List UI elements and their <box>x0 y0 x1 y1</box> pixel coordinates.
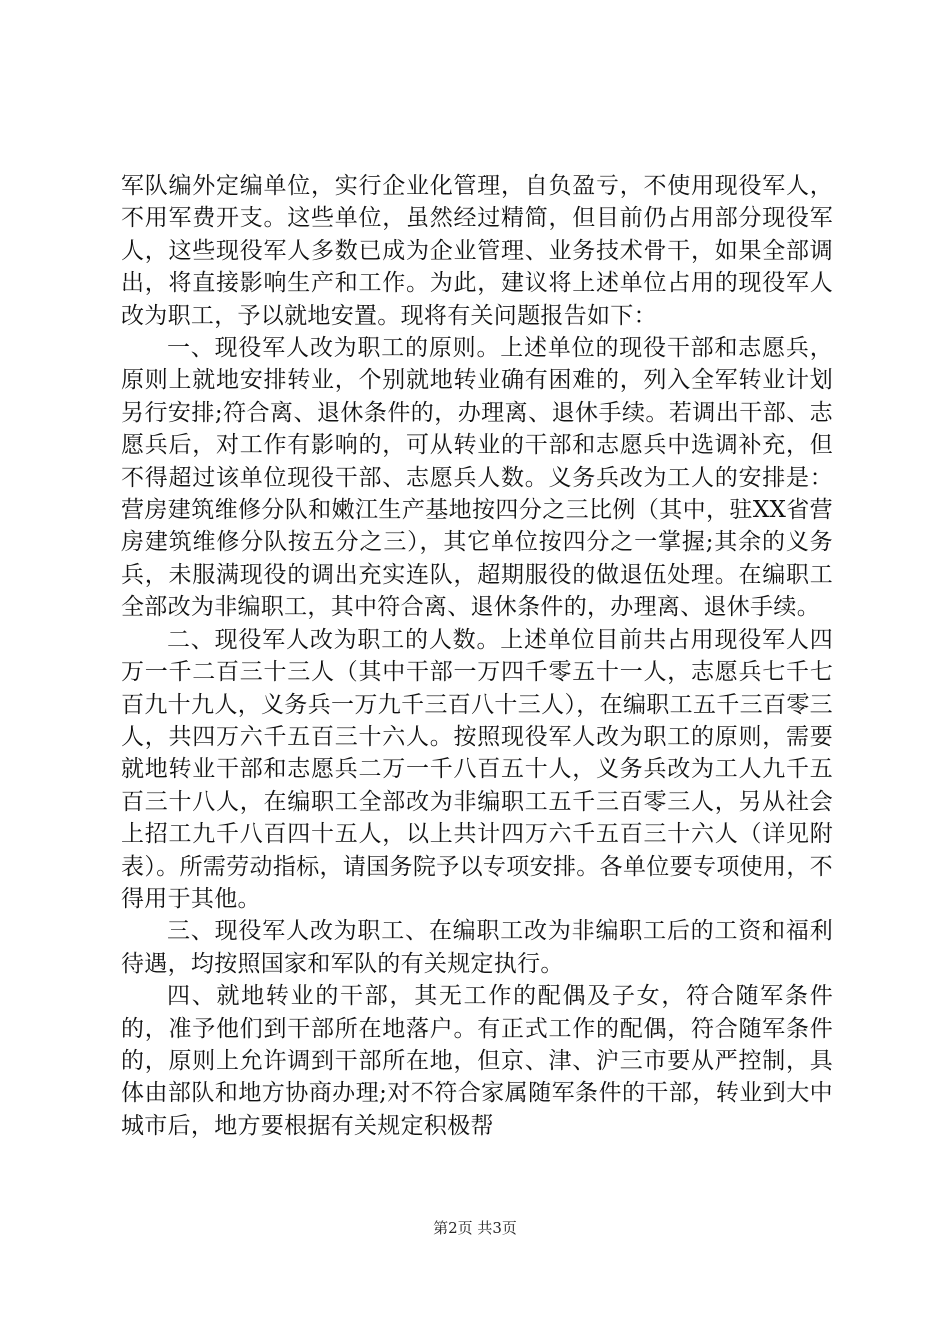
paragraph-section-4: 四、就地转业的干部，其无工作的配偶及子女，符合随军条件的，准予他们到干部所在地落户。有正式工作的配偶，符合随军条件的，原则上允许调到干部所在地，但京、津、沪三市要从严控制，具体由部队和地方协商办理;对不符合家属随军条件的干部，转业到大中城市后，地方要根据有关规定积极帮 <box>121 983 833 1139</box>
page-footer: 第2页 共3页 <box>433 1219 517 1237</box>
paragraph-section-3: 三、现役军人改为职工、在编职工改为非编职工后的工资和福利待遇，均按照国家和军队的有关规定执行。 <box>121 918 833 977</box>
paragraph-section-1: 一、现役军人改为职工的原则。上述单位的现役干部和志愿兵，原则上就地安排转业，个别就地转业确有困难的，列入全军转业计划另行安排;符合离、退休条件的，办理离、退休手续。若调出干部、志愿兵后，对工作有影响的，可从转业的干部和志愿兵中选调补充，但不得超过该单位现役干部、志愿兵人数。义务兵改为工人的安排是：营房建筑维修分队和嫩江生产基地按四分之三比例（其中，驻XX省营房建筑维修分队按五分之三），其它单位按四分之一掌握;其余的义务兵，未服满现役的调出充实连队，超期服役的做退伍处理。在编职工全部改为非编职工，其中符合离、退休条件的，办理离、退休手续。 <box>121 335 833 621</box>
paragraph-intro: 军队编外定编单位，实行企业化管理，自负盈亏，不使用现役军人，不用军费开支。这些单位，虽然经过精简，但目前仍占用部分现役军人，这些现役军人多数已成为企业管理、业务技术骨干，如果全部调出，将直接影响生产和工作。为此，建议将上述单位占用的现役军人改为职工，予以就地安置。现将有关问题报告如下： <box>121 173 833 329</box>
paragraph-section-2: 二、现役军人改为职工的人数。上述单位目前共占用现役军人四万一千二百三十三人（其中干部一万四千零五十一人，志愿兵七千七百九十九人，义务兵一万九千三百八十三人），在编职工五千三百零三人，共四万六千五百三十六人。按照现役军人改为职工的原则，需要就地转业干部和志愿兵二万一千八百五十人，义务兵改为工人九千五百三十八人，在编职工全部改为非编职工五千三百零三人，另从社会上招工九千八百四十五人，以上共计四万六千五百三十六人（详见附表）。所需劳动指标，请国务院予以专项安排。各单位要专项使用，不得用于其他。 <box>121 626 833 912</box>
document-body <box>121 170 833 1142</box>
